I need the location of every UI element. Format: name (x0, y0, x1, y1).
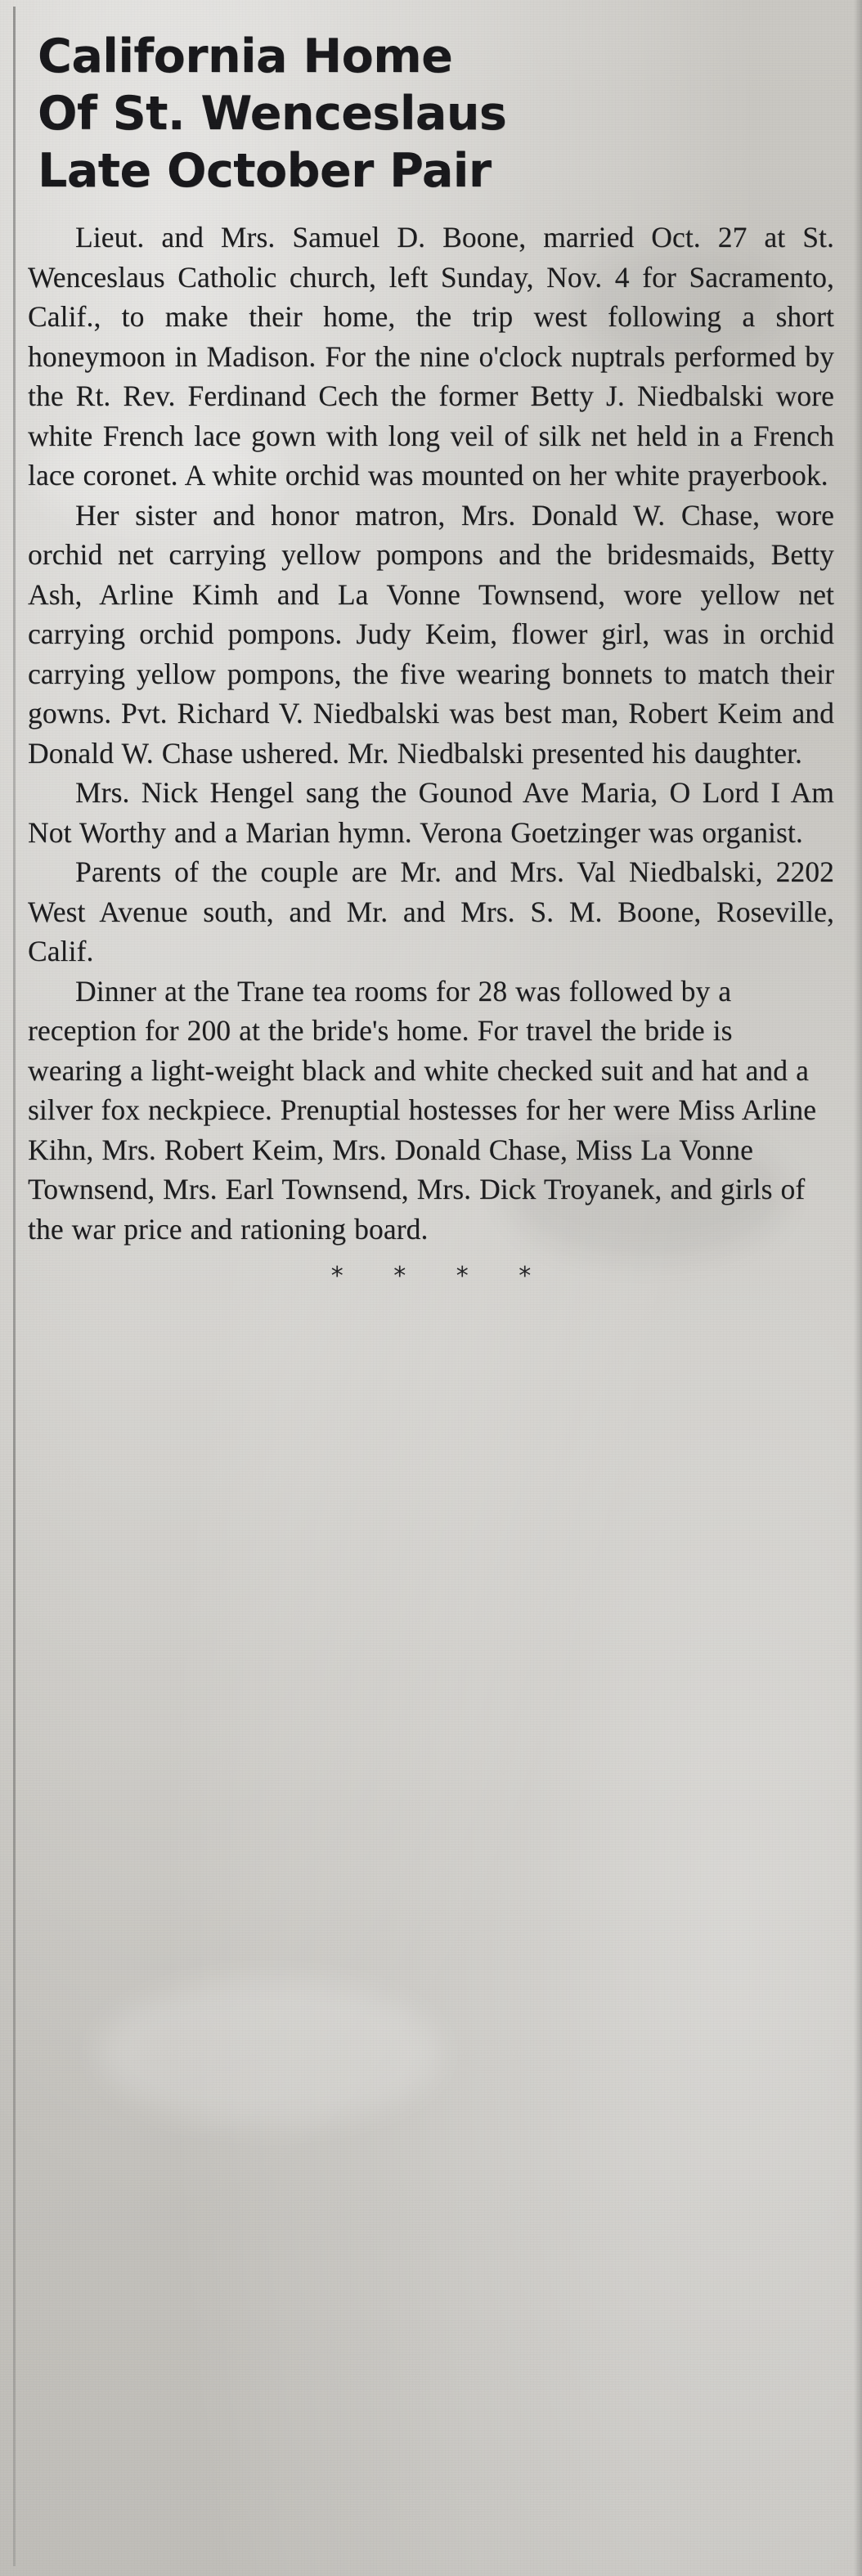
end-ornament: * * * * (330, 1262, 553, 1290)
headline-line-3: Late October Pair (38, 144, 492, 198)
article-paragraph: Dinner at the Trane tea rooms for 28 was followed by a reception for 200 at the bride's home. For travel the bride is wearing a light-weight black and white checked suit and hat and a silver fox neckpiece. Prenuptial hostesses for her were Miss Arline Kihn, Mrs. Robert Keim, Mrs. Donald Chase, Miss La Vonne Townsend, Mrs. Earl Townsend, Mrs. Dick Troyanek, and girls of the war price and rationing board. (28, 974, 817, 1245)
page-edge-shadow (854, 0, 862, 2576)
article-paragraph: Lieut. and Mrs. Samuel D. Boone, married Oct. 27 at St. Wenceslaus Catholic church, left Sunday, Nov. 4 for Sacramento, Calif., to make their home, the trip west following a short honeymoon in Madison. For the nine o'clock nuptrals performed by the Rt. Rev. Ferdinand Cech the former Betty J. Niedbalski wore white French lace gown with long veil of silk net held in a French lace coronet. A white orchid was mounted on her white prayerbook. (28, 221, 834, 491)
article-paragraph: Parents of the couple are Mr. and Mrs. Val Niedbalski, 2202 West Avenue south, and Mr. and Mrs. S. M. Boone, Roseville, Calif. (28, 855, 834, 967)
headline-line-2: Of St. Wenceslaus (38, 87, 507, 141)
headline-line-1: California Home (38, 29, 453, 83)
column-rule (13, 7, 16, 2566)
article-paragraph: Her sister and honor matron, Mrs. Donald W. Chase, wore orchid net carrying yellow pompons and the bridesmaids, Betty Ash, Arline Kimh and La Vonne Townsend, wore yellow net carrying orchid pompons. Judy Keim, flower girl, was in orchid carrying yellow pompons, the five wearing bonnets to match their gowns. Pvt. Richard V. Niedbalski was best man, Robert Keim and Donald W. Chase ushered. Mr. Niedbalski presented his daughter. (28, 498, 834, 770)
article-paragraph: Mrs. Nick Hengel sang the Gounod Ave Maria, O Lord I Am Not Worthy and a Marian hymn. Verona Goetzinger was organist. (28, 776, 834, 849)
paper-smudge (98, 1979, 442, 2126)
article-body (28, 218, 834, 1249)
article-content (28, 28, 834, 1290)
article-headline (38, 28, 834, 200)
